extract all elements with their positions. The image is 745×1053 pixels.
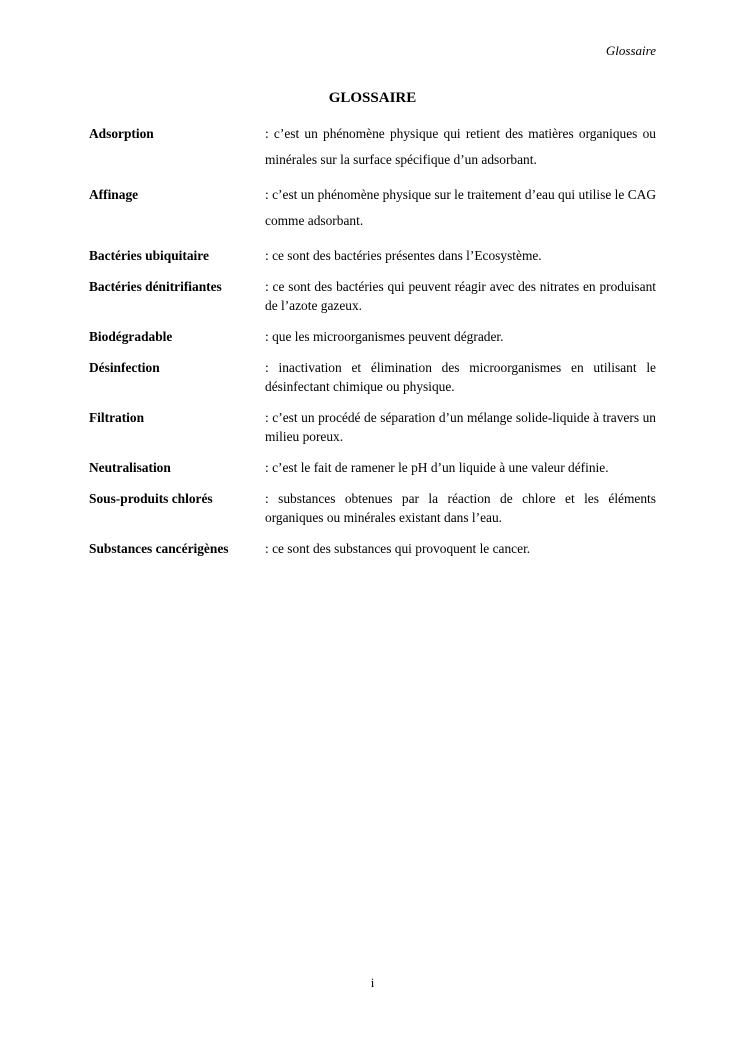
glossary-definition: : que les microorganismes peuvent dégrader. — [265, 329, 504, 344]
glossary-entry — [89, 277, 656, 315]
glossary-entry — [89, 408, 656, 446]
glossary-term: Affinage — [89, 187, 139, 202]
page-title: GLOSSAIRE — [328, 90, 417, 106]
glossary-definition: : substances obtenues par la réaction de chlore et les éléments organiques ou minérales existant dans l’eau. — [265, 491, 656, 525]
glossary-definition: : ce sont des substances qui provoquent le cancer. — [265, 541, 531, 556]
glossary-entry — [89, 185, 656, 234]
glossary-definition: : inactivation et élimination des microorganismes en utilisant le désinfectant chimique ou physique. — [265, 360, 656, 394]
glossary-entry — [89, 458, 656, 477]
glossary-term: Filtration — [89, 410, 145, 425]
glossary-term: Sous-produits chlorés — [89, 491, 213, 506]
glossary-entry — [89, 489, 656, 527]
glossary-term: Adsorption — [89, 126, 154, 141]
glossary-entry — [89, 246, 656, 265]
glossary-definition: : c’est le fait de ramener le pH d’un liquide à une valeur définie. — [265, 460, 609, 475]
page-number: i — [370, 975, 375, 990]
glossary-entry — [89, 124, 656, 173]
glossary-definition: : c’est un procédé de séparation d’un mélange solide-liquide à travers un milieu poreux. — [265, 410, 656, 444]
glossary-entry — [89, 358, 656, 396]
glossary-term: Bactéries ubiquitaire — [89, 248, 209, 263]
glossary-definition: : c’est un phénomène physique qui retient des matières organiques ou minérales sur la surface spécifique d’un adsorbant. — [265, 126, 656, 167]
glossary-definition: : c’est un phénomène physique sur le traitement d’eau qui utilise le CAG comme adsorbant. — [265, 187, 656, 228]
glossary-term: Bactéries dénitrifiantes — [89, 279, 222, 294]
glossary-definition: : ce sont des bactéries présentes dans l’Ecosystème. — [265, 248, 542, 263]
glossary-term: Substances cancérigènes — [89, 541, 229, 556]
glossary-term: Biodégradable — [89, 329, 173, 344]
running-header: Glossaire — [605, 43, 656, 58]
glossary-list — [89, 124, 656, 570]
glossary-definition: : ce sont des bactéries qui peuvent réagir avec des nitrates en produisant de l’azote gazeux. — [265, 279, 656, 313]
glossary-term: Désinfection — [89, 360, 160, 375]
glossary-entry — [89, 539, 656, 558]
glossary-term: Neutralisation — [89, 460, 171, 475]
glossary-entry — [89, 327, 656, 346]
